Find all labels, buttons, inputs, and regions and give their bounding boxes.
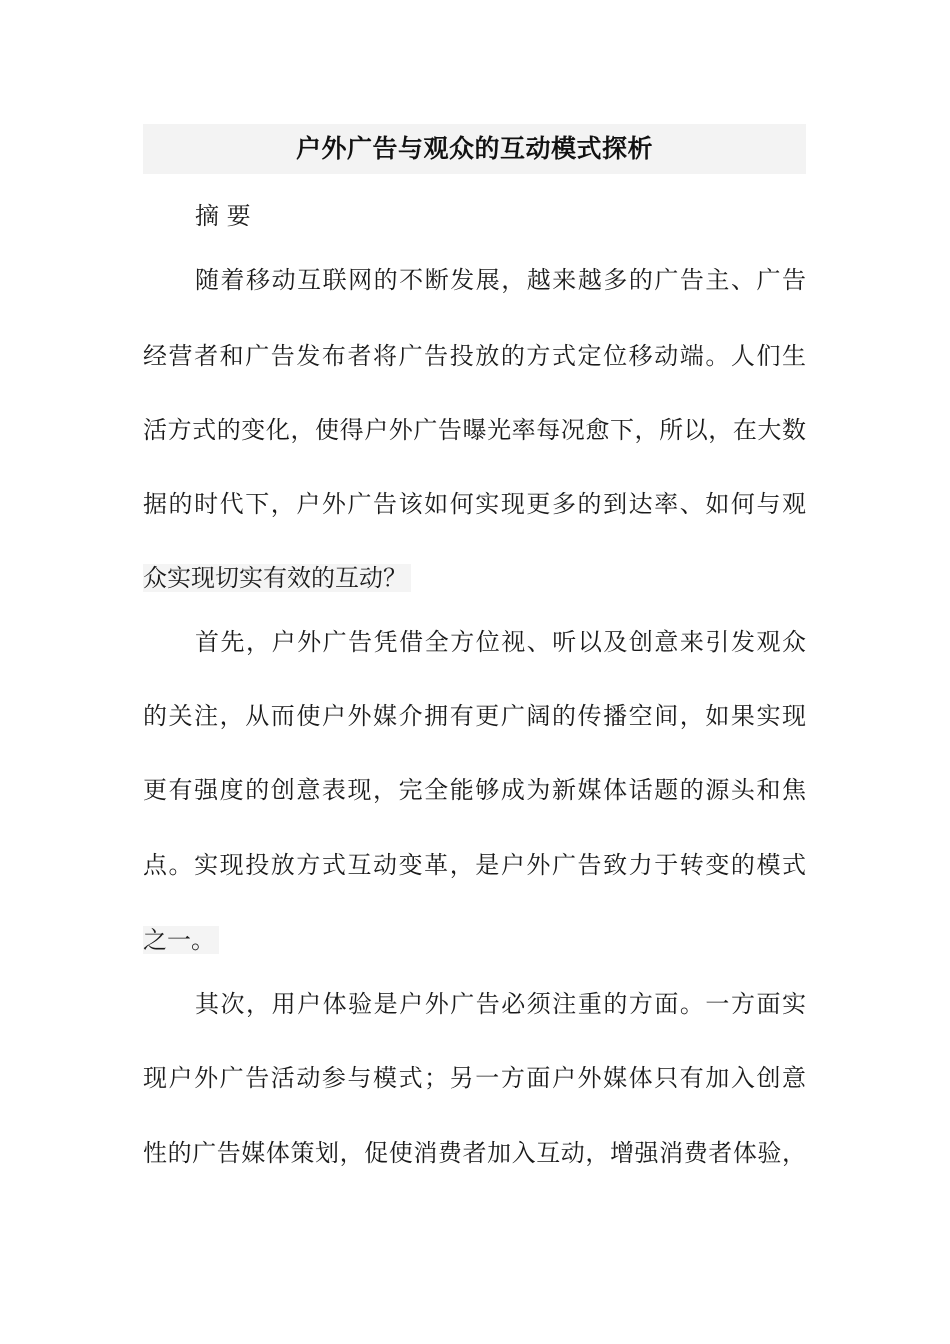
- paragraph-3-line-2: 现户外广告活动参与模式；另一方面户外媒体只有加入创意: [143, 1064, 806, 1092]
- document-title: 户外广告与观众的互动模式探析: [295, 134, 653, 163]
- paragraph-2-line-5: [143, 920, 806, 960]
- paragraph-2-line-4: 点。实现投放方式互动变革，是户外广告致力于转变的模式: [143, 851, 806, 879]
- paragraph-1-line-5-text: 众实现切实有效的互动？: [143, 564, 411, 592]
- paragraph-3-line-3: 性的广告媒体策划，促使消费者加入互动，增强消费者体验，: [143, 1139, 806, 1167]
- paragraph-1-line-5: [143, 558, 806, 598]
- paragraph-1-line-1: 随着移动互联网的不断发展，越来越多的广告主、广告: [195, 266, 806, 294]
- paragraph-1-line-3: 活方式的变化，使得户外广告曝光率每况愈下，所以，在大数: [143, 416, 806, 444]
- paragraph-2-line-5-text: 之一。: [143, 926, 219, 954]
- paragraph-2-line-2: 的关注，从而使户外媒介拥有更广阔的传播空间，如果实现: [143, 702, 806, 730]
- paragraph-1-line-4: 据的时代下，户外广告该如何实现更多的到达率、如何与观: [143, 490, 806, 518]
- paragraph-2-line-3: 更有强度的创意表现，完全能够成为新媒体话题的源头和焦: [143, 776, 806, 804]
- abstract-heading: 摘 要: [195, 202, 251, 230]
- paragraph-2-line-1: 首先，户外广告凭借全方位视、听以及创意来引发观众: [195, 628, 806, 656]
- paragraph-3-line-1: 其次，用户体验是户外广告必须注重的方面。一方面实: [195, 990, 806, 1018]
- paragraph-1-line-2: 经营者和广告发布者将广告投放的方式定位移动端。人们生: [143, 342, 806, 370]
